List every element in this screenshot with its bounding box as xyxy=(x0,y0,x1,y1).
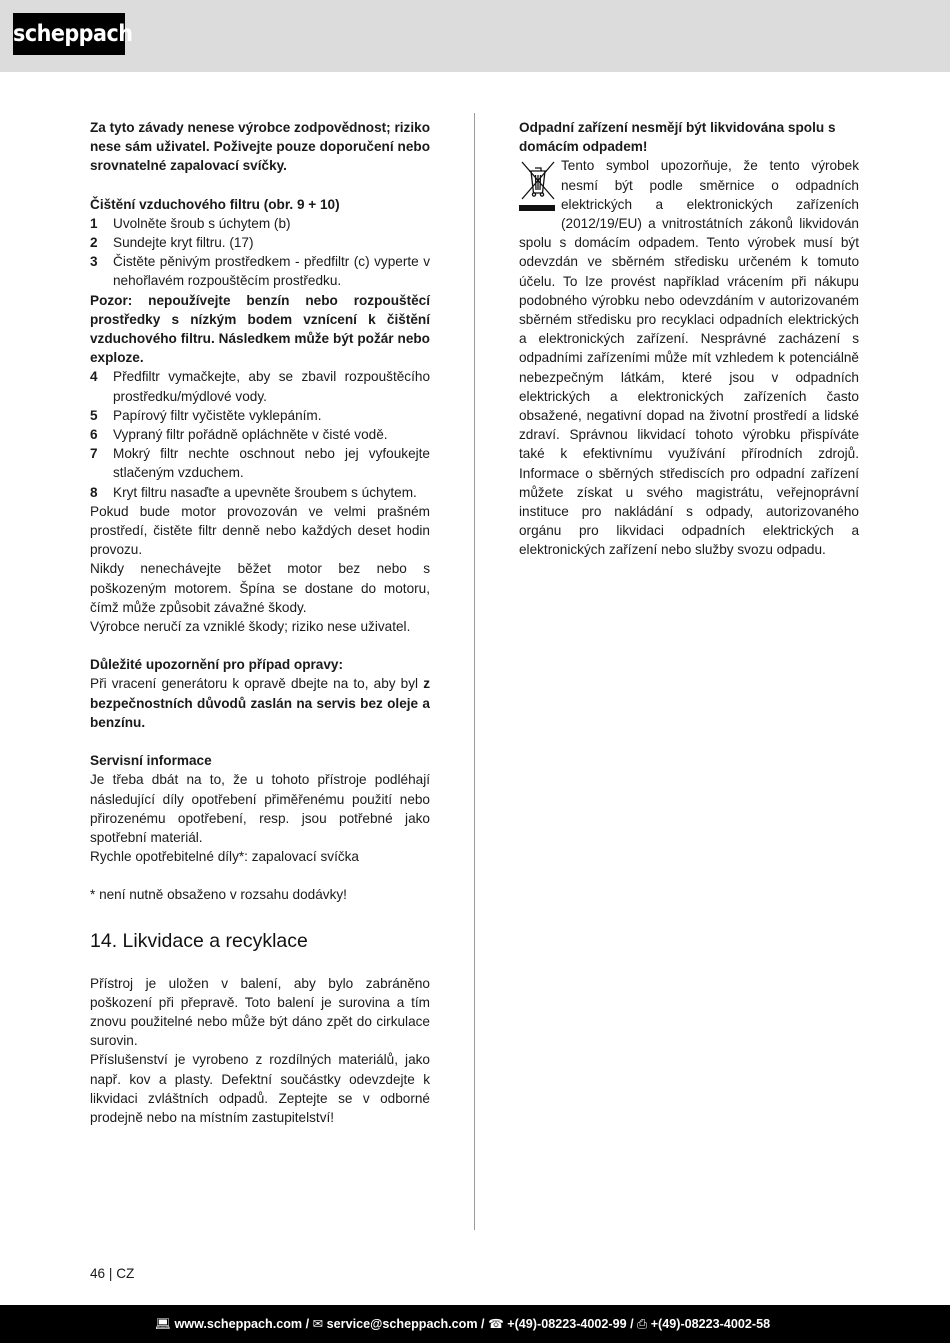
section-title: 14. Likvidace a recyklace xyxy=(90,929,308,952)
intro-warning: Za tyto závady nenese výrobce zodpovědnost; riziko nese sám uživatel. Poživejte pouze doporučení nebo srovnatelné zapalovací svíčky. xyxy=(90,120,430,174)
service-text: Je třeba dbát na to, že u tohoto přístroje podléhají následující díly opotřebení přiměřenému použití nebo přirozenému opotřebení, resp. jsou potřebné jako spotřební materiál. xyxy=(90,772,430,845)
liability-text: Výrobce neručí za vzniklé škody; riziko nese uživatel. xyxy=(90,619,411,635)
footnote: * není nutně obsaženo v rozsahu dodávky! xyxy=(90,887,347,903)
wear-parts-text: Rychle opotřebitelné díly*: zapalovací svíčka xyxy=(90,849,359,865)
list-item: 1 Uvolněte šroub s úchytem (b) xyxy=(90,215,291,231)
mail-icon: ✉︎ xyxy=(312,1317,324,1331)
page-header xyxy=(0,0,950,72)
email-link[interactable]: service@scheppach.com / xyxy=(326,1317,485,1331)
fax-icon: ⎙ xyxy=(637,1317,648,1331)
service-heading: Servisní informace xyxy=(90,753,212,769)
accessories-text: Příslušenství je vyrobeno z rozdílných materiálů, jako např. kov a plasty. Defektní součástky odevzdejte k likvidaci zvláštních odpadů. Zeptejte se v odborné prodejně nebo na místním zastupitelství! xyxy=(90,1052,430,1125)
never-run-text: Nikdy nenechávejte běžet motor bez nebo s poškozeným motorem. Špína se dostane do motoru, čímž může způsobit závažné škody. xyxy=(90,561,430,615)
page-footer xyxy=(0,1305,950,1343)
list-item: 4 Předfiltr vymačkejte, aby se zbavil rozpouštěcího prostředku/mýdlové vody. xyxy=(90,369,430,404)
repair-text: Při vracení generátoru k opravě dbejte na to, aby byl z bezpečnostních důvodů zaslán na servis bez oleje a benzínu. xyxy=(90,676,430,730)
filter-heading: Čištění vzduchového filtru (obr. 9 + 10) xyxy=(90,196,340,212)
website-link[interactable]: www.scheppach.com / xyxy=(174,1317,310,1331)
list-item: 5 Papírový filtr vyčistěte vyklepáním. xyxy=(90,407,322,423)
phone-icon: ☎︎ xyxy=(488,1317,504,1331)
list-item: 3 Čistěte pěnivým prostředkem - předfiltr (c) vyperte v nehořlavém rozpouštěcím prostředku. xyxy=(90,254,430,289)
scheppach-logo: scheppach xyxy=(13,13,125,55)
repair-heading: Důležité upozornění pro případ opravy: xyxy=(90,657,344,673)
phone-number: +(49)-08223-4002-99 / xyxy=(507,1317,634,1331)
weee-text: Tento symbol upozorňuje, že tento výrobek nesmí být podle směrnice o odpadních elektrických a elektronických zařízeních (2012/19/EU) a vnitrostátních zákonů likvidován spolu s domácím odpadem. Tento výrobek musí být odevzdán ve sběrném středisku určeném k tomuto účelu. To lze provést například vrácením při nákupu podobného výrobku nebo odevzdáním v autorizovaném sběrném středisku pro recyklaci odpadních elektrických a elektronických zařízení. Nesprávné zacházení s odpadními zařízeními může mít vzhledem k potenciálně nebezpečným látkám, které jsou v odpadních elektrických a elektronických zařízeních často obsažené, negativní dopad na životní prostředí a lidské zdraví. Správnou likvidací tohoto výrobku přispíváte také k efektivnímu využívání přírodních zdrojů. Informace o sběrných střediscích pro odpadní zařízení můžete získat u svého magistrátu, veřejnoprávní instituce pro nakládání s odpady, autorizovaného orgánu pro likvidaci odpadních elektrických a elektronických zařízení nebo služby svozu odpadu. xyxy=(519,158,859,558)
page-number: 46 | CZ xyxy=(90,1266,135,1281)
list-item: 8 Kryt filtru nasaďte a upevněte šroubem s úchytem. xyxy=(90,484,417,500)
list-item: 6 Vypraný filtr pořádně opláchněte v čisté vodě. xyxy=(90,427,388,443)
crossed-out-bin-icon xyxy=(519,157,557,215)
left-column xyxy=(90,118,430,1127)
list-item: 7 Mokrý filtr nechte oschnout nebo jej vyfoukejte stlačeným vzduchem. xyxy=(90,446,430,481)
dusty-environment-text: Pokud bude motor provozován ve velmi prašném prostředí, čistěte filtr denně nebo každých deset hodin provozu. xyxy=(90,503,430,558)
fax-number: +(49)-08223-4002-58 xyxy=(650,1317,771,1331)
filter-steps-a xyxy=(90,214,430,291)
computer-icon: 💻︎ xyxy=(155,1317,171,1331)
filter-steps-b xyxy=(90,367,430,501)
right-column xyxy=(519,118,859,560)
solvent-warning: Pozor: nepoužívejte benzín nebo rozpouštěcí prostředky s nízkým bodem vznícení k čištění vzduchového filtru. Následkem může být požár nebo exploze. xyxy=(90,292,430,366)
column-divider xyxy=(474,113,475,1230)
packaging-text: Přístroj je uložen v balení, aby bylo zabráněno poškození při přepravě. Toto balení je surovina a tím znovu použitelné nebo může být dáno zpět do cirkulace surovin. xyxy=(90,975,430,1049)
weee-heading: Odpadní zařízení nesmějí být likvidována spolu s domácím odpadem! xyxy=(519,120,836,155)
list-item: 2 Sundejte kryt filtru. (17) xyxy=(90,235,254,251)
